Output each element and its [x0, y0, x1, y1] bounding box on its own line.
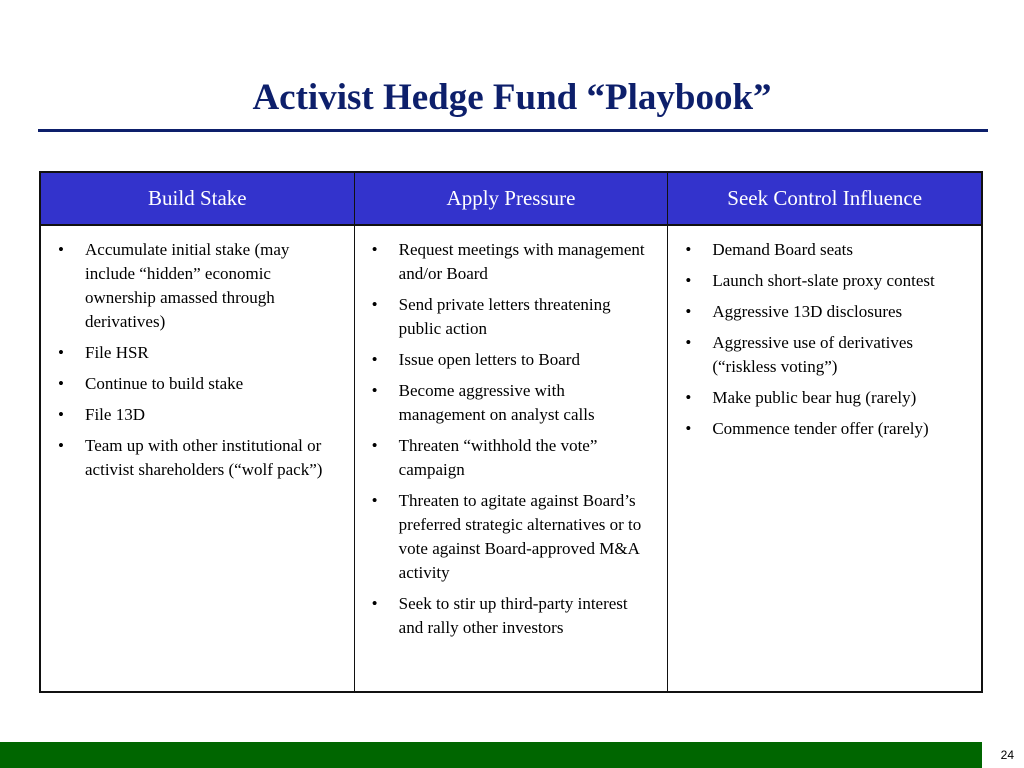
bullet-icon: •	[371, 350, 378, 369]
slide-title: Activist Hedge Fund “Playbook”	[252, 77, 772, 118]
list-item	[678, 238, 969, 262]
bullet-icon: •	[58, 343, 64, 362]
bullet-icon: •	[371, 594, 378, 613]
list-item	[51, 372, 342, 396]
list-item	[365, 489, 656, 585]
list-item-text: Commence tender offer (rarely)	[712, 419, 929, 438]
list-item-text: Request meetings with management and/or Board	[398, 240, 645, 283]
seek-control-influence-list	[678, 238, 969, 441]
bullet-icon: •	[58, 436, 64, 455]
list-item	[365, 293, 656, 341]
title-divider	[38, 129, 988, 132]
list-item	[51, 238, 342, 334]
header-build-stake: Build Stake	[148, 186, 247, 210]
list-item-text: Aggressive 13D disclosures	[712, 302, 903, 321]
list-item-text: Issue open letters to Board	[398, 350, 580, 369]
bullet-icon: •	[371, 436, 378, 455]
bullet-icon: •	[371, 295, 378, 314]
column-build-stake	[41, 226, 354, 691]
playbook-table	[39, 171, 983, 693]
header-apply-pressure: Apply Pressure	[354, 173, 668, 224]
bullet-icon: •	[685, 271, 692, 290]
list-item-text: Continue to build stake	[85, 374, 244, 393]
bullet-icon: •	[371, 240, 378, 259]
list-item	[678, 331, 969, 379]
column-seek-control-influence	[667, 226, 981, 691]
bullet-icon: •	[685, 240, 692, 259]
list-item-text: File HSR	[85, 343, 149, 362]
list-item-text: Become aggressive with management on analyst calls	[398, 381, 595, 424]
apply-pressure-list	[365, 238, 656, 640]
list-item	[51, 403, 342, 427]
list-item	[365, 379, 656, 427]
list-item-text: Send private letters threatening public action	[398, 295, 611, 338]
list-item-text: Accumulate initial stake (may include “hidden” economic ownership amassed through derivatives)	[85, 240, 290, 331]
bullet-icon: •	[685, 388, 692, 407]
build-stake-list	[51, 238, 342, 482]
list-item	[51, 341, 342, 365]
bullet-icon: •	[685, 302, 692, 321]
list-item-text: File 13D	[85, 405, 145, 424]
page-number: 24	[1000, 748, 1014, 762]
list-item-text: Seek to stir up third-party interest and rally other investors	[398, 594, 628, 637]
list-item	[678, 269, 969, 293]
bullet-icon: •	[58, 405, 64, 424]
table-header-row	[41, 173, 981, 226]
header-seek-control-influence: Seek Control Influence	[667, 173, 981, 224]
list-item	[365, 238, 656, 286]
bullet-icon: •	[685, 333, 692, 352]
list-item	[365, 592, 656, 640]
list-item	[678, 417, 969, 441]
list-item-text: Demand Board seats	[712, 240, 854, 259]
list-item	[365, 348, 656, 372]
list-item-text: Threaten to agitate against Board’s preferred strategic alternatives or to vote against Board-approved M&A activity	[398, 491, 642, 582]
table-body-row	[41, 226, 981, 691]
list-item	[678, 300, 969, 324]
bullet-icon: •	[685, 419, 692, 438]
footer-bar	[0, 742, 982, 768]
list-item-text: Team up with other institutional or activist shareholders (“wolf pack”)	[85, 436, 323, 479]
list-item-text: Launch short-slate proxy contest	[712, 271, 935, 290]
column-apply-pressure	[354, 226, 668, 691]
list-item	[365, 434, 656, 482]
list-item-text: Make public bear hug (rarely)	[712, 388, 917, 407]
list-item-text: Aggressive use of derivatives (“riskless voting”)	[712, 333, 913, 376]
list-item	[678, 386, 969, 410]
list-item	[51, 434, 342, 482]
bullet-icon: •	[58, 374, 64, 393]
bullet-icon: •	[371, 381, 378, 400]
bullet-icon: •	[371, 491, 378, 510]
list-item-text: Threaten “withhold the vote” campaign	[398, 436, 598, 479]
bullet-icon: •	[58, 240, 64, 259]
